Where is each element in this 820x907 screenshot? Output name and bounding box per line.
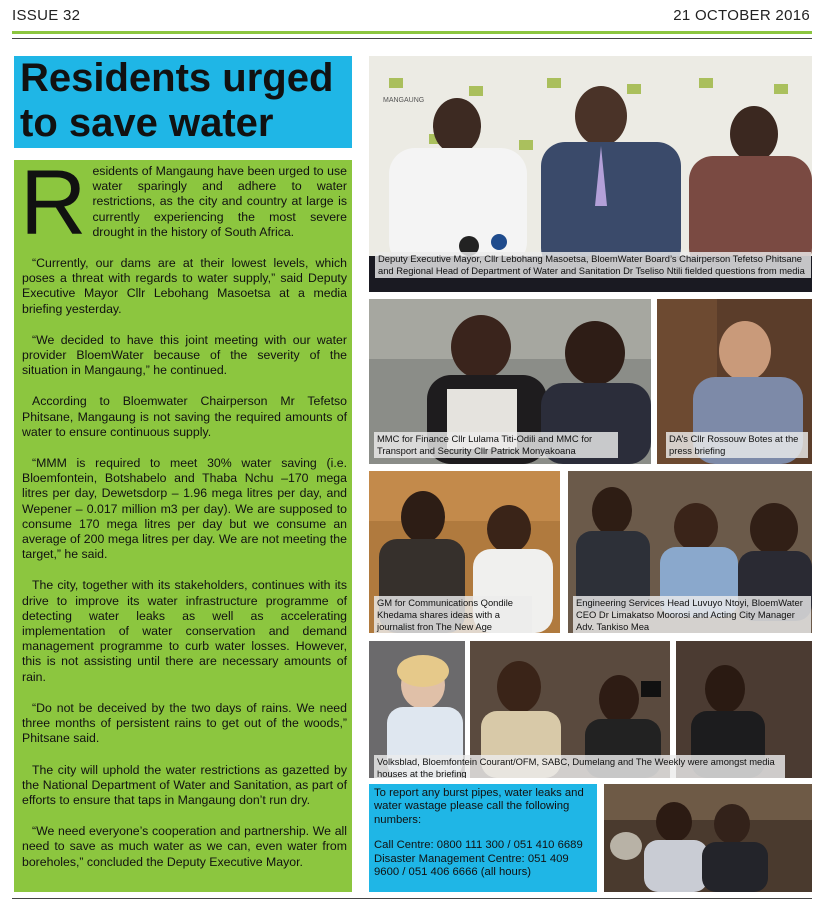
headline-line-2: to save water [20, 101, 274, 145]
photo-caption-3: DA’s Cllr Rossouw Botes at the press briefing [666, 432, 808, 458]
drop-cap: R [20, 152, 87, 254]
article-paragraph-5: “MMM is required to meet 30% water saving (i.e. Bloemfontein, Botshabelo and Thaba Nchu –170 mega litres per day, Dewetsdorp – 1.96 mega litres per day, and Wepener – 0.017 million m3 per day). We are supposed to consume 170 mega litres per day but we consume an average of 200 mega litres per day. We are not meeting the target,” he said. [22, 456, 347, 562]
article-paragraph-1: Residents of Mangaung have been urged to use water sparingly and adhere to water restrictions, as the city and country at large is currently experiencing the most severe drought in the history of South Africa. [20, 152, 347, 254]
photo-da-councillor [657, 299, 812, 464]
photo-caption-4: GM for Communications Qondile Khedama shares ideas with a journalist fron The New Age [374, 596, 532, 633]
headline-line-1: Residents urged [20, 56, 334, 100]
photo-media-houses [369, 641, 812, 778]
issue-date: 21 OCTOBER 2016 [673, 7, 810, 24]
photo-gm-communications [369, 471, 560, 633]
photo-caption-1: Deputy Executive Mayor, Cllr Lebohang Masoetsa, BloemWater Board’s Chairperson Tefetso Phitsane and Regional Head of Department of Water and Sanitation Dr Tseliso Ntili fielded questions from media [375, 252, 811, 278]
backdrop-logo-text: MANGAUNG [383, 97, 425, 104]
issue-number: ISSUE 32 [12, 7, 81, 24]
footer-rule [12, 898, 812, 899]
photo-audience [604, 784, 812, 892]
article-paragraph-9: “We need everyone’s cooperation and partnership. We all need to save as much water as we can, even water from boreholes,” concluded the Deputy Executive Mayor. [22, 824, 347, 869]
photo-caption-5: Engineering Services Head Luvuyo Ntoyi, BloemWater CEO Dr Limakatso Moorosi and Acting City Manager Adv. Tankiso Mea [573, 596, 811, 633]
report-info-intro: To report any burst pipes, water leaks and water wastage please call the following numbers: [374, 787, 584, 826]
disaster-centre-numbers: Disaster Management Centre: 051 409 9600 / 051 406 6666 (all hours) [374, 852, 569, 879]
article-paragraph-4: According to Bloemwater Chairperson Mr Tefetso Phitsane, Mangaung is not saving the required amounts of water to ensure continuous supply. [22, 394, 347, 439]
photo-audience-image [604, 784, 812, 892]
article-paragraph-8: The city will uphold the water restrictions as gazetted by the National Department of Water and Sanitation, as part of efforts to ensure that taps in Mangaung don’t run dry. [22, 762, 347, 807]
headline [20, 56, 333, 146]
headline-box [14, 56, 352, 148]
header-rule-dark [12, 38, 812, 39]
article-paragraph-7: “Do not be deceived by the two days of rains. We need three months of persistent rains to get out of the woods,” Phitsane said. [22, 700, 347, 746]
photo-mmc-finance [369, 299, 651, 464]
article-body-box [14, 152, 352, 892]
article-paragraph-3: “We decided to have this joint meeting with our water provider BloemWater because of the severity of the situation in Mangaung,” he continued. [22, 332, 347, 378]
call-centre-numbers: Call Centre: 0800 111 300 / 051 410 6689 [374, 839, 583, 852]
photo-caption-6: Volksblad, Bloemfontein Courant/OFM, SABC, Dumelang and The Weekly were amongst media houses at the briefing [374, 755, 785, 778]
photo-press-panel [369, 56, 812, 292]
header-rule-green [12, 31, 812, 34]
photo-caption-2: MMC for Finance Cllr Lulama Titi-Odili and MMC for Transport and Security Cllr Patrick Monyakoana [374, 432, 618, 458]
article-paragraph-2: “Currently, our dams are at their lowest levels, which poses a threat with regards to water supply,” said Deputy Executive Mayor Cllr Lebohang Masoetsa at a media briefing yesterday. [22, 256, 347, 316]
report-info-box [369, 784, 597, 892]
report-info-text [374, 787, 596, 879]
article-body [20, 152, 347, 886]
article-paragraph-6: The city, together with its stakeholders, continues with its drive to improve its water infrastructure programme of detecting water leaks as well as accelerating implementation of water conservation and demand management programme to curb water losses. However, this is not assisting until there are necessary amounts of rain. [22, 578, 347, 684]
photo-engineering-head [568, 471, 812, 633]
